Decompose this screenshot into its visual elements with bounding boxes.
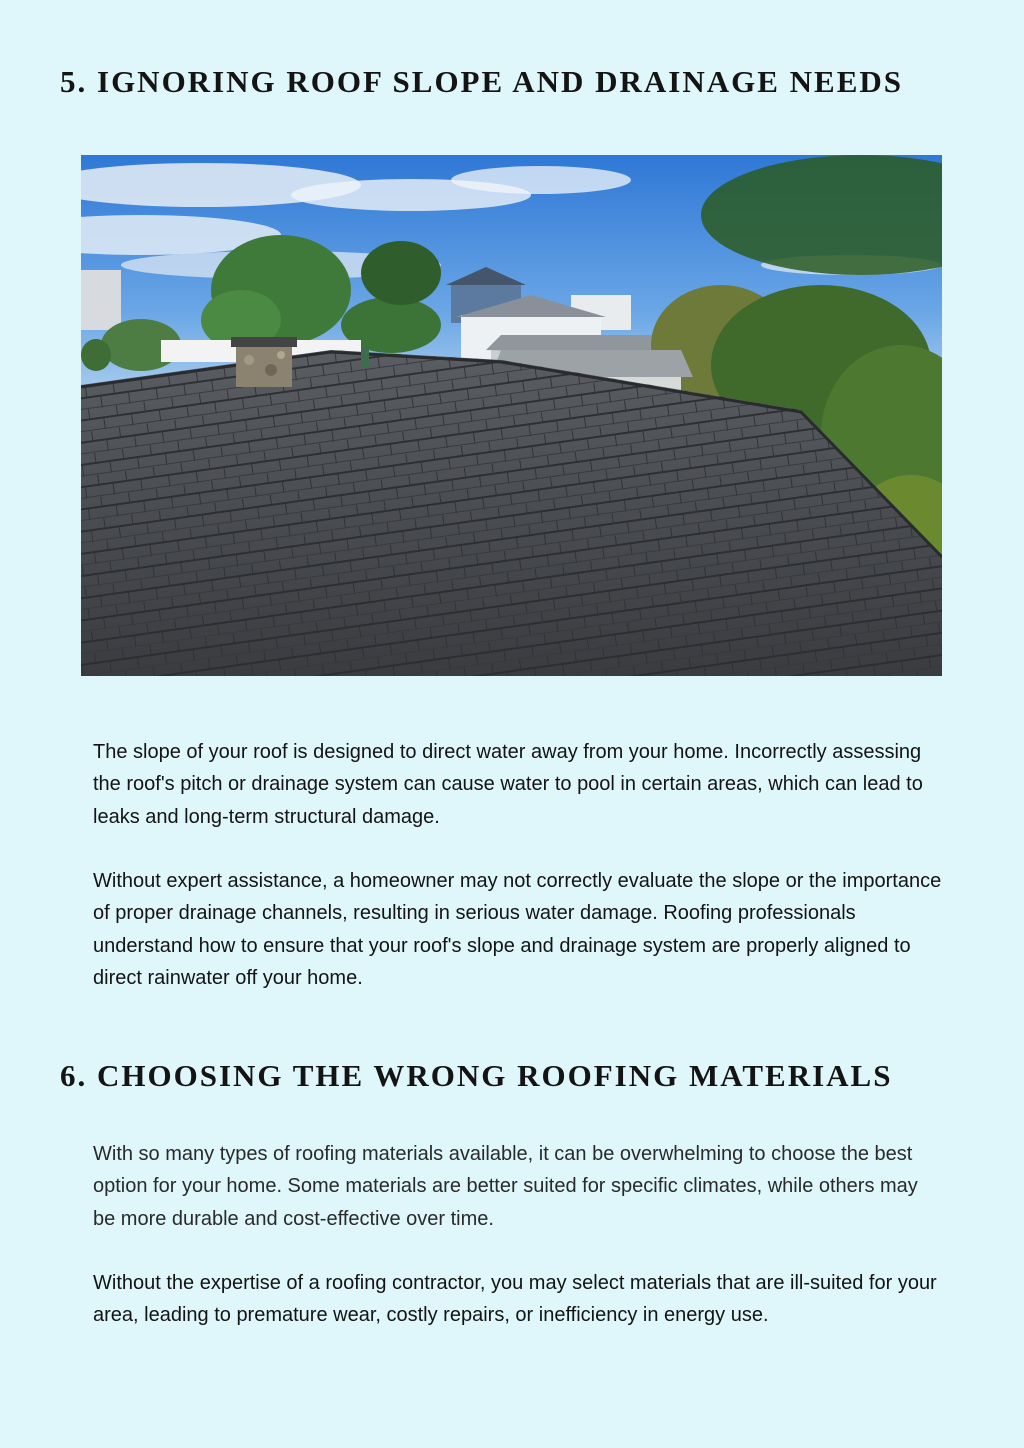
section-5-heading: 5. IGNORING ROOF SLOPE AND DRAINAGE NEEDS	[60, 64, 904, 99]
section-6-heading: 6. CHOOSING THE WRONG ROOFING MATERIALS	[60, 1058, 893, 1093]
roof-photo	[81, 155, 942, 676]
section-5-paragraph-1: The slope of your roof is designed to direct water away from your home. Incorrectly assessing the roof's pitch or drainage system can cause water to pool in certain areas, which can lead to leaks and long-term structural damage.	[93, 741, 923, 828]
section-6-paragraph-2: Without the expertise of a roofing contractor, you may select materials that are ill-suited for your area, leading to premature wear, costly repairs, or inefficiency in energy use.	[93, 1272, 937, 1327]
section-5-paragraph-2: Without expert assistance, a homeowner may not correctly evaluate the slope or the importance of proper drainage channels, resulting in serious water damage. Roofing professionals understand how to ensure that your roof's slope and drainage system are properly aligned to direct rainwater off your home.	[93, 870, 942, 989]
section-6-paragraph-1: With so many types of roofing materials available, it can be overwhelming to choose the best option for your home. Some materials are better suited for specific climates, while others may be more durable and cost-effective over time.	[93, 1143, 918, 1230]
